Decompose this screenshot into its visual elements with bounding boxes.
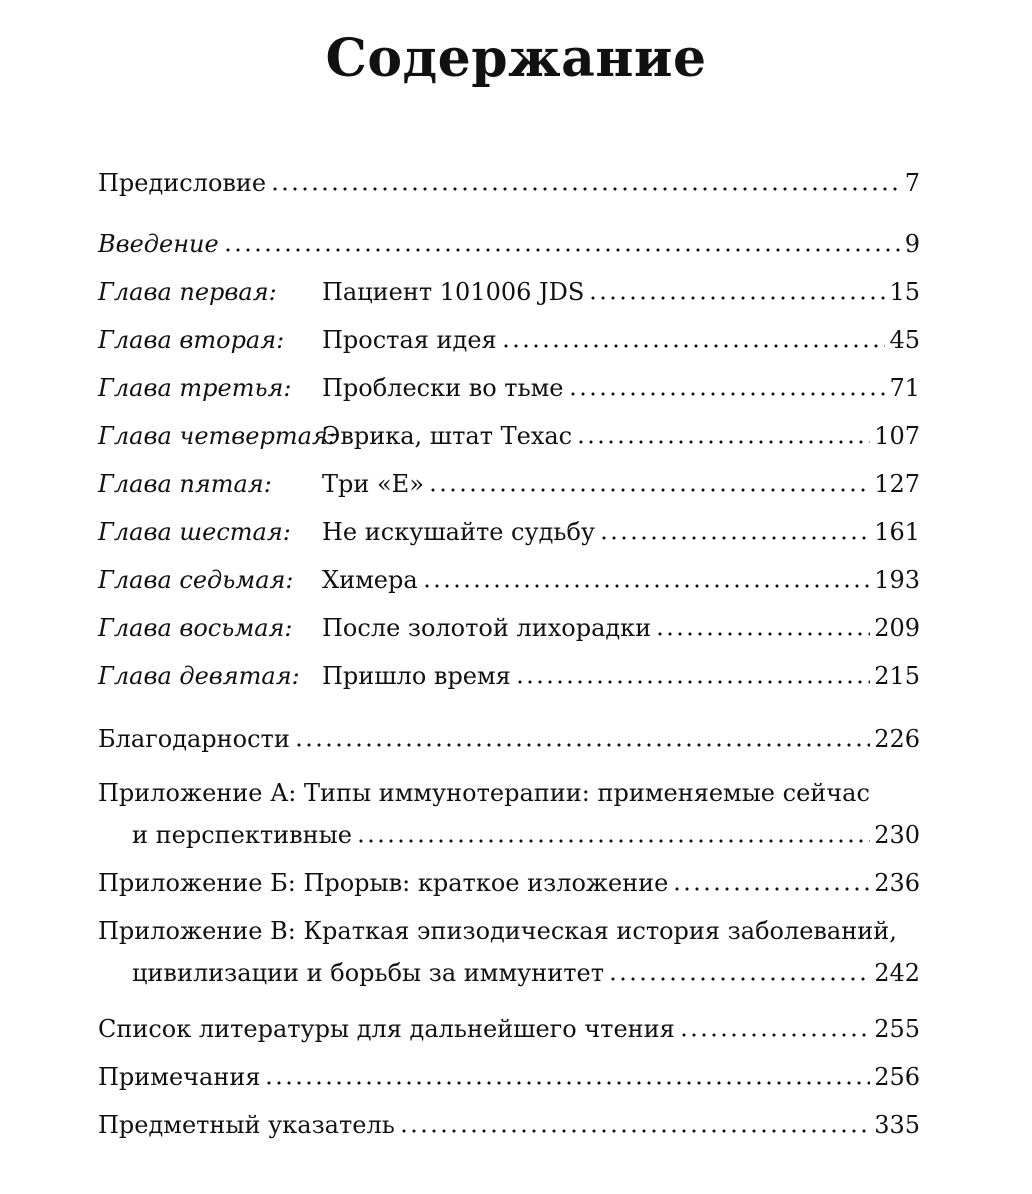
entry-page: 71 [889, 374, 920, 402]
toc-entry-chapter-5[interactable] [98, 467, 920, 501]
entry-text: цивилизации и борьбы за иммунитет [132, 959, 604, 987]
dot-leader [399, 1129, 870, 1133]
toc-entry-chapter-2[interactable] [98, 323, 920, 357]
entry-page: 45 [889, 326, 920, 354]
toc-entry-notes[interactable] [98, 1060, 920, 1094]
dot-leader [294, 743, 870, 747]
entry-text: Примечания [98, 1063, 261, 1091]
entry-page: 230 [874, 821, 920, 849]
dot-leader [608, 977, 870, 981]
entry-page: 215 [874, 662, 920, 690]
entry-page: 242 [874, 959, 920, 987]
entry-text: Приложение Б: Прорыв: краткое изложение [98, 869, 669, 897]
entry-text: Не искушайте судьбу [322, 518, 596, 546]
entry-page: 9 [904, 230, 920, 258]
toc-entry-reading[interactable] [98, 1012, 920, 1046]
toc-entry-chapter-1[interactable] [98, 275, 920, 309]
toc-entry-intro[interactable] [98, 227, 920, 261]
entry-page: 107 [874, 422, 920, 450]
toc-entry-chapter-9[interactable] [98, 659, 920, 693]
dot-leader [223, 248, 901, 252]
entry-page: 15 [889, 278, 920, 306]
entry-text: Введение [98, 230, 219, 258]
toc-entry-appendix-c-line1[interactable]: Приложение В: Краткая эпизодическая история заболеваний, [98, 917, 897, 945]
dot-leader [264, 1081, 870, 1085]
entry-text: и перспективные [132, 821, 352, 849]
toc-entry-appendix-b[interactable] [98, 866, 920, 900]
dot-leader [428, 488, 870, 492]
entry-text: Проблески во тьме [322, 374, 564, 402]
chapter-label: Глава третья: [98, 374, 292, 402]
entry-text: Пришло время [322, 662, 511, 690]
dot-leader [501, 344, 886, 348]
dot-leader [356, 839, 870, 843]
toc-entry-preface[interactable] [98, 166, 920, 200]
dot-leader [599, 536, 870, 540]
entry-page: 7 [904, 169, 920, 197]
toc-entry-chapter-7[interactable] [98, 563, 920, 597]
entry-text: Благодарности [98, 725, 290, 753]
entry-text: После золотой лихорадки [322, 614, 652, 642]
dot-leader [576, 440, 870, 444]
entry-page: 127 [874, 470, 920, 498]
dot-leader [679, 1033, 870, 1037]
entry-text: Список литературы для дальнейшего чтения [98, 1015, 675, 1043]
toc-entry-chapter-3[interactable] [98, 371, 920, 405]
dot-leader [655, 632, 870, 636]
toc-entry-chapter-4[interactable] [98, 419, 920, 453]
page-title: Содержание [325, 28, 707, 89]
dot-leader [270, 187, 901, 191]
dot-leader [515, 680, 870, 684]
entry-text: Пациент 101006 JDS [322, 278, 585, 306]
entry-page: 236 [874, 869, 920, 897]
chapter-label: Глава восьмая: [98, 614, 293, 642]
entry-text: Три «Е» [322, 470, 424, 498]
entry-page: 255 [874, 1015, 920, 1043]
entry-text: Эврика, штат Техас [322, 422, 573, 450]
entry-page: 209 [874, 614, 920, 642]
toc-entry-chapter-6[interactable] [98, 515, 920, 549]
entry-text: Предисловие [98, 169, 267, 197]
chapter-label: Глава пятая: [98, 470, 272, 498]
entry-page: 193 [874, 566, 920, 594]
entry-page: 335 [874, 1111, 920, 1139]
dot-leader [422, 584, 871, 588]
chapter-label: Глава девятая: [98, 662, 300, 690]
chapter-label: Глава первая: [98, 278, 277, 306]
chapter-label: Глава вторая: [98, 326, 285, 354]
toc-entry-thanks[interactable] [98, 722, 920, 756]
entry-page: 226 [874, 725, 920, 753]
toc-entry-index[interactable] [98, 1108, 920, 1142]
entry-text: Предметный указатель [98, 1111, 395, 1139]
toc-entry-appendix-a[interactable] [132, 818, 920, 852]
entry-text: Химера [322, 566, 418, 594]
chapter-label: Глава четвертая: [98, 422, 336, 450]
chapter-label: Глава седьмая: [98, 566, 294, 594]
toc-entry-chapter-8[interactable] [98, 611, 920, 645]
dot-leader [568, 392, 886, 396]
toc-entry-appendix-a-line1[interactable]: Приложение А: Типы иммунотерапии: применяемые сейчас [98, 779, 870, 807]
dot-leader [672, 887, 870, 891]
entry-page: 256 [874, 1063, 920, 1091]
entry-text: Простая идея [322, 326, 497, 354]
dot-leader [588, 296, 885, 300]
chapter-label: Глава шестая: [98, 518, 291, 546]
entry-page: 161 [874, 518, 920, 546]
toc-entry-appendix-c[interactable] [132, 956, 920, 990]
